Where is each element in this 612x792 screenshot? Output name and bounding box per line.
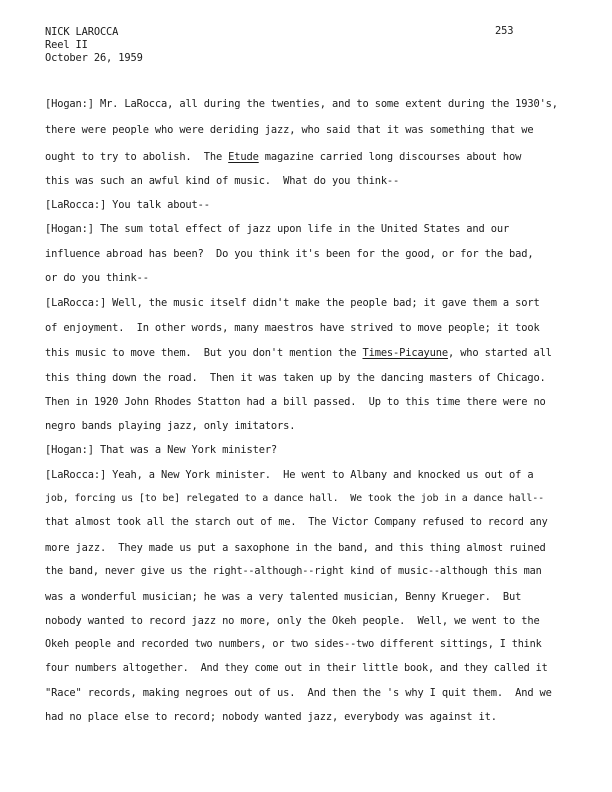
- speaker-label: [LaRocca:]: [45, 297, 107, 309]
- transcript-line: [45, 150, 521, 164]
- line-text: "Race" records, making negroes out of us. And then the 's why I quit them. And we: [45, 687, 552, 699]
- transcript-line: [45, 614, 540, 628]
- speaker-label: [LaRocca:]: [45, 469, 107, 481]
- transcript-line: [45, 516, 548, 530]
- transcript-line: [45, 492, 544, 506]
- line-text: Then in 1920 John Rhodes Statton had a bill passed. Up to this time there were no: [45, 396, 546, 408]
- line-text: influence abroad has been? Do you think it's been for the good, or for the bad,: [45, 248, 534, 260]
- line-text: That was a New York minister?: [93, 444, 278, 456]
- speaker-label: [Hogan:]: [45, 444, 94, 456]
- transcript-line: [45, 174, 399, 188]
- line-text: this thing down the road. Then it was taken up by the dancing masters of Chicago.: [45, 372, 546, 384]
- line-text: magazine carried long discourses about how: [258, 151, 522, 163]
- transcript-line: [45, 590, 521, 604]
- transcript-line: [45, 638, 542, 652]
- line-text: Well, the music itself didn't make the people bad; it gave them a sort: [106, 297, 540, 309]
- line-text: negro bands playing jazz, only imitators.: [45, 420, 296, 432]
- line-text: Yeah, a New York minister. He went to Albany and knocked us out of a: [106, 469, 534, 481]
- line-text: The sum total effect of jazz upon life in the United States and our: [93, 223, 510, 235]
- page-number: 253: [495, 25, 514, 37]
- transcript-line: [45, 247, 533, 261]
- transcript-line: [45, 271, 149, 285]
- line-text: You talk about--: [106, 199, 210, 211]
- line-text: of enjoyment. In other words, many maestros have strived to move people; it took: [45, 322, 540, 334]
- line-text: there were people who were deriding jazz, who said that it was something that we: [45, 124, 534, 136]
- interview-date: October 26, 1959: [45, 52, 143, 64]
- line-text: Okeh people and recorded two numbers, or two sides--two different sittings, I think: [45, 639, 542, 650]
- transcript-line: [45, 296, 540, 310]
- line-text: nobody wanted to record jazz no more, only the Okeh people. Well, we went to the: [45, 615, 540, 627]
- speaker-label: [LaRocca:]: [45, 199, 107, 211]
- speaker-label: [Hogan:]: [45, 223, 94, 235]
- transcript-line: [45, 710, 497, 724]
- transcript-line: [45, 97, 558, 111]
- transcript-line: [45, 395, 546, 409]
- transcript-line: [45, 123, 533, 137]
- reel-label: Reel II: [45, 39, 88, 51]
- interviewee-name: NICK LAROCCA: [45, 26, 119, 38]
- line-text: job, forcing us [to be] relegated to a dance hall. We took the job in a dance hall--: [45, 493, 544, 504]
- line-text: that almost took all the starch out of me. The Victor Company refused to record any: [45, 517, 548, 528]
- transcript-line: [45, 662, 548, 676]
- transcript-line: [45, 222, 509, 236]
- line-text: the band, never give us the right--although--right kind of music--although this man: [45, 566, 542, 577]
- line-text: ought to try to abolish. The: [45, 151, 229, 163]
- underlined-title: Etude: [228, 151, 259, 163]
- line-text: had no place else to record; nobody wanted jazz, everybody was against it.: [45, 711, 497, 723]
- transcript-line: [45, 686, 552, 700]
- line-text: more jazz. They made us put a saxophone in the band, and this thing almost ruined: [45, 542, 546, 554]
- transcript-line: [45, 371, 546, 385]
- underlined-title: Times-Picayune: [362, 347, 448, 359]
- transcript-line: [45, 346, 552, 360]
- line-text: this music to move them. But you don't mention the: [45, 347, 363, 359]
- transcript-line: [45, 565, 542, 579]
- transcript-line: [45, 198, 210, 212]
- line-text: , who started all: [447, 347, 552, 359]
- line-text: or do you think--: [45, 272, 149, 284]
- line-text: was a wonderful musician; he was a very talented musician, Benny Krueger. But: [45, 591, 522, 603]
- speaker-label: [Hogan:]: [45, 98, 94, 110]
- transcript-line: [45, 321, 540, 335]
- transcript-line: [45, 541, 546, 555]
- transcript-line: [45, 443, 277, 457]
- line-text: four numbers altogether. And they come out in their little book, and they called it: [45, 663, 548, 674]
- transcript-line: [45, 468, 533, 482]
- line-text: Mr. LaRocca, all during the twenties, and to some extent during the 1930's,: [93, 98, 558, 110]
- line-text: this was such an awful kind of music. What do you think--: [45, 175, 400, 187]
- transcript-line: [45, 419, 295, 433]
